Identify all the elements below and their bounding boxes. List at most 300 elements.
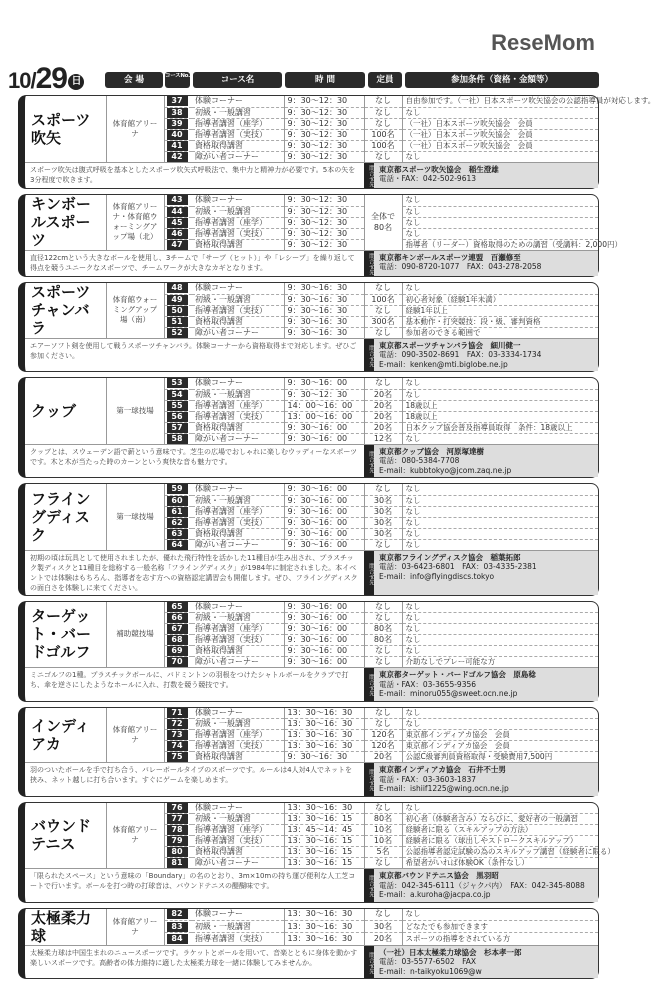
course-conditions: （一社）日本スポーツ吹矢協会 会員 bbox=[402, 140, 598, 151]
course-number-badge: 64 bbox=[167, 540, 188, 550]
course-name: 障がい者コーナー bbox=[192, 151, 284, 162]
course-time: 9：30〜16：00 bbox=[284, 646, 364, 657]
course-number bbox=[164, 140, 192, 151]
course-capacity: 30名 bbox=[364, 517, 402, 528]
course-name: 指導者講習（実技） bbox=[192, 741, 284, 752]
course-number bbox=[164, 752, 192, 763]
course-time: 13：30〜16：30 bbox=[284, 909, 364, 921]
contact-info bbox=[364, 444, 598, 477]
course-conditions: なし bbox=[402, 539, 598, 550]
sport-name: キンボールスポーツ bbox=[25, 195, 106, 250]
sport-name: 太極柔力球 bbox=[25, 909, 106, 946]
sport-block bbox=[18, 377, 599, 478]
course-number bbox=[164, 814, 192, 825]
course-number-badge: 62 bbox=[167, 518, 188, 528]
course-capacity: 100名 bbox=[364, 129, 402, 140]
course-capacity: なし bbox=[364, 118, 402, 129]
course-conditions: 18歳以上 bbox=[402, 411, 598, 422]
course-time: 14：00〜16：00 bbox=[284, 400, 364, 411]
course-name: 資格取得講習 bbox=[192, 316, 284, 327]
course-time: 9：30〜16：00 bbox=[284, 433, 364, 444]
header-course-no: コースNo. bbox=[165, 72, 190, 88]
course-conditions: 公認指導者認定試験の為のスキルアップ講習（経験者に限る） bbox=[402, 847, 598, 858]
course-time: 9：30〜12：30 bbox=[284, 195, 364, 206]
course-row bbox=[25, 602, 598, 613]
course-number bbox=[164, 921, 192, 933]
contact-line: 電話：03-5577-6502 FAX bbox=[379, 957, 477, 966]
course-number bbox=[164, 389, 192, 400]
course-number-badge: 42 bbox=[167, 152, 188, 162]
course-time: 13：30〜16：15 bbox=[284, 836, 364, 847]
contact-label: 問合せ先 bbox=[364, 163, 374, 189]
course-name: 初級・一般講習 bbox=[192, 814, 284, 825]
course-number bbox=[164, 118, 192, 129]
course-name: 体験コーナー bbox=[192, 484, 284, 495]
course-list bbox=[18, 95, 655, 984]
course-capacity: なし bbox=[364, 151, 402, 162]
sport-name: クッブ bbox=[25, 378, 106, 444]
venue: 第一球技場 bbox=[106, 484, 164, 550]
venue: 体育館アリーナ bbox=[106, 96, 164, 162]
course-conditions: なし bbox=[402, 484, 598, 495]
course-number-badge: 37 bbox=[167, 96, 188, 106]
course-row bbox=[25, 378, 598, 389]
course-time: 13：30〜16：15 bbox=[284, 814, 364, 825]
course-number bbox=[164, 708, 192, 719]
venue: 体育館アリーナ bbox=[106, 708, 164, 763]
course-time: 9：30〜16：30 bbox=[284, 316, 364, 327]
course-number-badge: 63 bbox=[167, 529, 188, 539]
course-conditions: なし bbox=[402, 602, 598, 613]
venue: 体育館アリーナ bbox=[106, 803, 164, 869]
contact-info bbox=[364, 869, 598, 902]
course-name: 体験コーナー bbox=[192, 283, 284, 294]
course-name: 指導者講習（実技） bbox=[192, 635, 284, 646]
sport-block bbox=[18, 282, 599, 372]
course-conditions: なし bbox=[402, 228, 598, 239]
course-number bbox=[164, 217, 192, 228]
contact-line: E-mail：kubbtokyo@jcom.zaq.ne.jp bbox=[379, 465, 512, 475]
sport-description: エアーソフト剣を使用して戦うスポーツチャンバラ。体験コーナーから資格取得まで対応します。ぜひご参加ください。 bbox=[25, 338, 364, 371]
contact-label: 問合せ先 bbox=[364, 339, 374, 372]
course-capacity: なし bbox=[364, 909, 402, 921]
course-number-badge: 54 bbox=[167, 390, 188, 400]
course-name: 資格取得講習 bbox=[192, 140, 284, 151]
course-conditions: 初心者対象（経験1年未満） bbox=[402, 294, 598, 305]
course-capacity: なし bbox=[364, 305, 402, 316]
course-name: 体験コーナー bbox=[192, 803, 284, 814]
course-number bbox=[164, 909, 192, 921]
contact-organization: 東京都スポーツ吹矢協会 稲生澄雄 bbox=[379, 164, 499, 174]
contact-info bbox=[364, 763, 598, 796]
course-name: 障がい者コーナー bbox=[192, 433, 284, 444]
course-time: 9：30〜16：00 bbox=[284, 539, 364, 550]
course-conditions: なし bbox=[402, 389, 598, 400]
course-conditions: 基本動作・打突競技：段・級、審判資格 bbox=[402, 316, 598, 327]
course-conditions: なし bbox=[402, 495, 598, 506]
course-row bbox=[25, 803, 598, 814]
course-number-badge: 50 bbox=[167, 306, 188, 316]
course-number-badge: 69 bbox=[167, 646, 188, 656]
contact-line: E-mail：ishiif1225@wing.ocn.ne.jp bbox=[379, 784, 509, 793]
contact-line: E-mail：kenken@mti.biglobe.ne.jp bbox=[379, 359, 508, 369]
course-capacity: 全体で80名 bbox=[364, 195, 402, 250]
contact-line: E-mail：info@flyingdiscs.tokyo bbox=[379, 571, 495, 581]
course-conditions: 公認C級審判員資格取得・受験費用7,500円 bbox=[402, 752, 598, 763]
course-number bbox=[164, 506, 192, 517]
course-capacity: なし bbox=[364, 327, 402, 338]
course-capacity: なし bbox=[364, 539, 402, 550]
course-number bbox=[164, 836, 192, 847]
course-name: 資格取得講習 bbox=[192, 646, 284, 657]
course-conditions: 東京都インディアカ協会 会員 bbox=[402, 741, 598, 752]
course-capacity: 10名 bbox=[364, 825, 402, 836]
course-name: 指導者講習（実技） bbox=[192, 933, 284, 945]
course-number bbox=[164, 316, 192, 327]
course-number-badge: 53 bbox=[167, 378, 188, 388]
course-number bbox=[164, 305, 192, 316]
course-time: 9：30〜16：00 bbox=[284, 506, 364, 517]
course-number-badge: 65 bbox=[167, 602, 188, 612]
course-name: 指導者講習（座学） bbox=[192, 400, 284, 411]
course-number-badge: 40 bbox=[167, 130, 188, 140]
course-capacity: 12名 bbox=[364, 433, 402, 444]
course-name: 指導者講習（座学） bbox=[192, 217, 284, 228]
course-conditions: 経験者に限る（球出しやストロークスキルアップ） bbox=[402, 836, 598, 847]
sport-block bbox=[18, 95, 655, 189]
course-capacity: なし bbox=[364, 657, 402, 668]
course-number bbox=[164, 422, 192, 433]
sport-name: ターゲット・バードゴルフ bbox=[25, 602, 106, 668]
course-capacity: 20名 bbox=[364, 389, 402, 400]
course-name: 体験コーナー bbox=[192, 909, 284, 921]
course-time: 9：30〜16：00 bbox=[284, 484, 364, 495]
contact-organization: 東京都スポーツチャンバラ協会 細川健一 bbox=[379, 340, 521, 350]
course-number-badge: 72 bbox=[167, 719, 188, 729]
course-name: 指導者講習（実技） bbox=[192, 305, 284, 316]
course-conditions: 経験1年以上 bbox=[402, 305, 598, 316]
course-time: 9：30〜16：00 bbox=[284, 635, 364, 646]
course-number-badge: 59 bbox=[167, 484, 188, 494]
course-conditions: なし bbox=[402, 719, 598, 730]
course-number-badge: 83 bbox=[167, 922, 188, 932]
course-number bbox=[164, 613, 192, 624]
course-number bbox=[164, 858, 192, 869]
contact-info bbox=[364, 338, 598, 371]
course-conditions: なし bbox=[402, 624, 598, 635]
course-time: 9：30〜16：00 bbox=[284, 657, 364, 668]
course-conditions: 自由参加です。（一社）日本スポーツ吹矢協会の公認指導員が対応します。 bbox=[402, 96, 598, 107]
course-conditions: なし bbox=[402, 635, 598, 646]
course-number-badge: 38 bbox=[167, 108, 188, 118]
course-number-badge: 45 bbox=[167, 218, 188, 228]
course-conditions: なし bbox=[402, 646, 598, 657]
course-name: 体験コーナー bbox=[192, 378, 284, 389]
course-number bbox=[164, 847, 192, 858]
course-number bbox=[164, 730, 192, 741]
course-time: 9：30〜12：30 bbox=[284, 118, 364, 129]
course-name: 指導者講習（座学） bbox=[192, 825, 284, 836]
course-capacity: 10名 bbox=[364, 836, 402, 847]
course-time: 9：30〜16：00 bbox=[284, 613, 364, 624]
course-number-badge: 79 bbox=[167, 836, 188, 846]
course-conditions: なし bbox=[402, 803, 598, 814]
course-time: 13：45〜14：45 bbox=[284, 825, 364, 836]
course-number-badge: 80 bbox=[167, 847, 188, 857]
course-row bbox=[25, 283, 598, 294]
sport-block bbox=[18, 908, 599, 980]
course-number bbox=[164, 657, 192, 668]
course-number-badge: 56 bbox=[167, 412, 188, 422]
course-capacity: 30名 bbox=[364, 921, 402, 933]
course-conditions: なし bbox=[402, 517, 598, 528]
course-conditions: 経験者に限る（スキルアップの方法） bbox=[402, 825, 598, 836]
course-conditions: 18歳以上 bbox=[402, 400, 598, 411]
course-number-badge: 66 bbox=[167, 613, 188, 623]
contact-info bbox=[364, 668, 598, 701]
course-number-badge: 55 bbox=[167, 401, 188, 411]
contact-info bbox=[364, 162, 598, 188]
course-number bbox=[164, 528, 192, 539]
course-number bbox=[164, 803, 192, 814]
course-time: 9：30〜12：30 bbox=[284, 140, 364, 151]
course-conditions: なし bbox=[402, 378, 598, 389]
course-conditions: なし bbox=[402, 206, 598, 217]
course-time: 9：30〜12：30 bbox=[284, 107, 364, 118]
course-time: 13：30〜16：30 bbox=[284, 719, 364, 730]
course-name: 障がい者コーナー bbox=[192, 858, 284, 869]
sport-description: 「限られたスペース」という意味の「Boundary」の名のとおり、3m×10mの持ち運び便利な人工芝コートで行います。ボールを打つ時の打球音は、バウンドテニスの醍醐味です。 bbox=[25, 869, 364, 902]
course-time: 13：30〜16：30 bbox=[284, 921, 364, 933]
course-row bbox=[25, 484, 598, 495]
course-conditions: なし bbox=[402, 708, 598, 719]
sport-description: 初期の頃は玩具として使用されましたが、優れた飛行特性を活かした11種目が生み出され、プラスチック製ディスクと11種目を総称する一般名称「フライングディスク」が1984年に制定されました。本イベントでは体験はもちろん、指導者を志す方への資格認定講習会も開催します。ぜひ、フライングディスクの面白さを体験しに来てください。 bbox=[25, 550, 364, 595]
course-time: 13：30〜16：30 bbox=[284, 730, 364, 741]
course-name: 障がい者コーナー bbox=[192, 327, 284, 338]
contact-organization: 東京都クッブ協会 河原塚達樹 bbox=[379, 446, 484, 456]
course-name: 体験コーナー bbox=[192, 195, 284, 206]
course-number bbox=[164, 96, 192, 107]
contact-line: 電話：090-8720-1077 FAX：043-278-2058 bbox=[379, 262, 542, 271]
contact-line: 電話：090-3502-8691 FAX：03-3334-1734 bbox=[379, 350, 542, 359]
contact-label: 問合せ先 bbox=[364, 763, 374, 796]
course-capacity: 80名 bbox=[364, 624, 402, 635]
sport-description: 直径122cmという大きなボールを使用し、3チームで「サーブ（ヒット）」や「レシーブ」を繰り返して得点を競うユニークなスポーツで、チームワークが大きなカギとなります。 bbox=[25, 250, 364, 276]
contact-info bbox=[364, 550, 598, 595]
sport-block bbox=[18, 601, 599, 702]
course-time: 9：30〜12：30 bbox=[284, 96, 364, 107]
course-number bbox=[164, 484, 192, 495]
course-number-badge: 77 bbox=[167, 814, 188, 824]
contact-label: 問合せ先 bbox=[364, 869, 374, 902]
course-number-badge: 49 bbox=[167, 295, 188, 305]
course-time: 9：30〜12：30 bbox=[284, 206, 364, 217]
contact-organization: 東京都フライングディスク協会 稲葉拓郎 bbox=[379, 552, 521, 562]
course-time: 9：30〜16：00 bbox=[284, 602, 364, 613]
date-month: 10/ bbox=[8, 68, 36, 93]
course-name: 資格取得講習 bbox=[192, 752, 284, 763]
header-course-name: コース名 bbox=[193, 72, 282, 88]
course-name: 資格取得講習 bbox=[192, 239, 284, 250]
course-number-badge: 81 bbox=[167, 858, 188, 868]
sport-name: フライングディスク bbox=[25, 484, 106, 550]
course-conditions: なし bbox=[402, 217, 598, 228]
course-time: 9：30〜16：00 bbox=[284, 517, 364, 528]
contact-label: 問合せ先 bbox=[364, 445, 374, 478]
course-number-badge: 47 bbox=[167, 240, 188, 250]
course-number-badge: 76 bbox=[167, 803, 188, 813]
date-day: 29 bbox=[35, 62, 67, 95]
course-number-badge: 43 bbox=[167, 195, 188, 205]
course-time: 9：30〜16：00 bbox=[284, 422, 364, 433]
course-conditions: スポーツの指導をされている方 bbox=[402, 933, 598, 945]
resemom-logo: ReseMom bbox=[491, 30, 595, 55]
course-number bbox=[164, 635, 192, 646]
course-number bbox=[164, 195, 192, 206]
contact-label: 問合せ先 bbox=[364, 946, 374, 979]
sport-description: 羽のついたボールを手で打ち合う、バレーボールタイプのスポーツです。ルールは4人対4人でネットを挟み、ネット越しに打ち合います。すぐにゲームを楽しめます。 bbox=[25, 763, 364, 796]
course-time: 9：30〜16：30 bbox=[284, 294, 364, 305]
contact-line: 電話・FAX：03-3603-1837 bbox=[379, 774, 477, 784]
course-capacity: 80名 bbox=[364, 635, 402, 646]
sport-name: インディアカ bbox=[25, 708, 106, 763]
event-date bbox=[8, 62, 84, 96]
course-capacity: 300名 bbox=[364, 316, 402, 327]
sport-description: クッブとは、スウェーデン語で薪という意味です。芝生の広場でおしゃれに楽しむウッディーなスポーツです。木と木が当たった時のカーンという爽快な音も魅力です。 bbox=[25, 444, 364, 477]
course-name: 障がい者コーナー bbox=[192, 539, 284, 550]
course-number-badge: 51 bbox=[167, 317, 188, 327]
course-number bbox=[164, 539, 192, 550]
sport-name: スポーツ吹矢 bbox=[25, 96, 106, 162]
course-capacity: なし bbox=[364, 107, 402, 118]
course-capacity: なし bbox=[364, 858, 402, 869]
course-number-badge: 48 bbox=[167, 283, 188, 293]
course-number-badge: 46 bbox=[167, 229, 188, 239]
course-number bbox=[164, 107, 192, 118]
course-number bbox=[164, 495, 192, 506]
contact-line: 電話：03-6423-6801 FAX：03-4335-2381 bbox=[379, 562, 537, 571]
course-row bbox=[25, 195, 598, 206]
course-time: 9：30〜12：30 bbox=[284, 217, 364, 228]
course-number bbox=[164, 294, 192, 305]
header-capacity: 定員 bbox=[368, 72, 402, 88]
course-conditions: 初心者（体験者含み）ならびに、愛好者の一般講習 bbox=[402, 814, 598, 825]
contact-line: 電話：080-5384-7708 bbox=[379, 456, 460, 465]
course-conditions: なし bbox=[402, 195, 598, 206]
contact-organization: （一社）日本太極柔力球協会 杉本孝一郎 bbox=[379, 947, 522, 957]
contact-line: E-mail：minoru055@sweet.ocn.ne.jp bbox=[379, 689, 518, 698]
header-conditions: 参加条件（資格・金額等） bbox=[405, 72, 599, 88]
course-time: 9：30〜12：30 bbox=[284, 151, 364, 162]
course-capacity: なし bbox=[364, 803, 402, 814]
course-conditions: なし bbox=[402, 506, 598, 517]
course-capacity: なし bbox=[364, 484, 402, 495]
course-name: 体験コーナー bbox=[192, 708, 284, 719]
course-name: 初級・一般講習 bbox=[192, 206, 284, 217]
course-conditions: 介助なしでプレー可能な方 bbox=[402, 657, 598, 668]
course-capacity: 20名 bbox=[364, 411, 402, 422]
course-number-badge: 78 bbox=[167, 825, 188, 835]
course-number-badge: 60 bbox=[167, 496, 188, 506]
day-of-week-badge: 日 bbox=[68, 74, 84, 90]
course-number bbox=[164, 825, 192, 836]
course-time: 13：30〜16：30 bbox=[284, 741, 364, 752]
course-number-badge: 67 bbox=[167, 624, 188, 634]
course-name: 資格取得講習 bbox=[192, 422, 284, 433]
course-conditions: なし bbox=[402, 283, 598, 294]
course-capacity: なし bbox=[364, 719, 402, 730]
course-capacity: 20名 bbox=[364, 933, 402, 945]
sport-description: ミニゴルフの1種。プラスチックボールに、バドミントンの羽根をつけたシャトルボールをクラブで打ち、傘を逆さにしたようなホールに入れ、打数を競う競技です。 bbox=[25, 668, 364, 701]
course-conditions: （一社）日本スポーツ吹矢協会 会員 bbox=[402, 118, 598, 129]
contact-line: 電話：042-345-6111（ジャクパ内） FAX：042-345-8088 bbox=[379, 880, 585, 890]
course-number bbox=[164, 206, 192, 217]
contact-organization: 東京都ターゲット・バードゴルフ協会 原島稔 bbox=[379, 670, 536, 679]
course-capacity: 20名 bbox=[364, 752, 402, 763]
course-time: 9：30〜16：00 bbox=[284, 528, 364, 539]
course-name: 体験コーナー bbox=[192, 96, 284, 107]
course-conditions: どなたでも参加できます bbox=[402, 921, 598, 933]
sport-block bbox=[18, 707, 599, 797]
course-name: 初級・一般講習 bbox=[192, 719, 284, 730]
contact-line: E-mail：a.kuroha@jacpa.co.jp bbox=[379, 890, 491, 899]
course-number bbox=[164, 741, 192, 752]
course-name: 初級・一般講習 bbox=[192, 613, 284, 624]
course-number bbox=[164, 624, 192, 635]
course-name: 初級・一般講習 bbox=[192, 389, 284, 400]
course-name: 初級・一般講習 bbox=[192, 495, 284, 506]
course-name: 体験コーナー bbox=[192, 602, 284, 613]
course-name: 初級・一般講習 bbox=[192, 107, 284, 118]
course-capacity: なし bbox=[364, 708, 402, 719]
course-number-badge: 75 bbox=[167, 752, 188, 762]
course-capacity: 20名 bbox=[364, 422, 402, 433]
course-row bbox=[25, 96, 598, 107]
contact-line: 電話・FAX：042-502-9613 bbox=[379, 174, 477, 183]
course-name: 指導者講習（実技） bbox=[192, 228, 284, 239]
course-time: 9：30〜16：30 bbox=[284, 752, 364, 763]
course-capacity: なし bbox=[364, 283, 402, 294]
course-time: 13：30〜16：15 bbox=[284, 858, 364, 869]
course-conditions: なし bbox=[402, 151, 598, 162]
course-number-badge: 70 bbox=[167, 657, 188, 667]
course-conditions: なし bbox=[402, 613, 598, 624]
course-capacity: 20名 bbox=[364, 400, 402, 411]
course-name: 指導者講習（実技） bbox=[192, 836, 284, 847]
course-capacity: なし bbox=[364, 96, 402, 107]
venue: 補助競技場 bbox=[106, 602, 164, 668]
contact-organization: 東京都キンボールスポーツ連盟 百瀬修至 bbox=[379, 252, 521, 262]
course-number-badge: 39 bbox=[167, 119, 188, 129]
course-number bbox=[164, 151, 192, 162]
course-name: 指導者講習（実技） bbox=[192, 411, 284, 422]
course-name: 指導者講習（座学） bbox=[192, 624, 284, 635]
course-capacity: 100名 bbox=[364, 294, 402, 305]
course-number bbox=[164, 129, 192, 140]
course-time: 13：00〜16：00 bbox=[284, 411, 364, 422]
course-name: 初級・一般講習 bbox=[192, 294, 284, 305]
course-number bbox=[164, 283, 192, 294]
course-name: 初級・一般講習 bbox=[192, 921, 284, 933]
course-number-badge: 58 bbox=[167, 434, 188, 444]
course-number bbox=[164, 400, 192, 411]
course-capacity: 100名 bbox=[364, 140, 402, 151]
course-number bbox=[164, 517, 192, 528]
venue: 第一球技場 bbox=[106, 378, 164, 444]
course-capacity: 30名 bbox=[364, 495, 402, 506]
contact-line: 電話・FAX：03-3655-9356 bbox=[379, 679, 477, 689]
course-capacity: 120名 bbox=[364, 741, 402, 752]
